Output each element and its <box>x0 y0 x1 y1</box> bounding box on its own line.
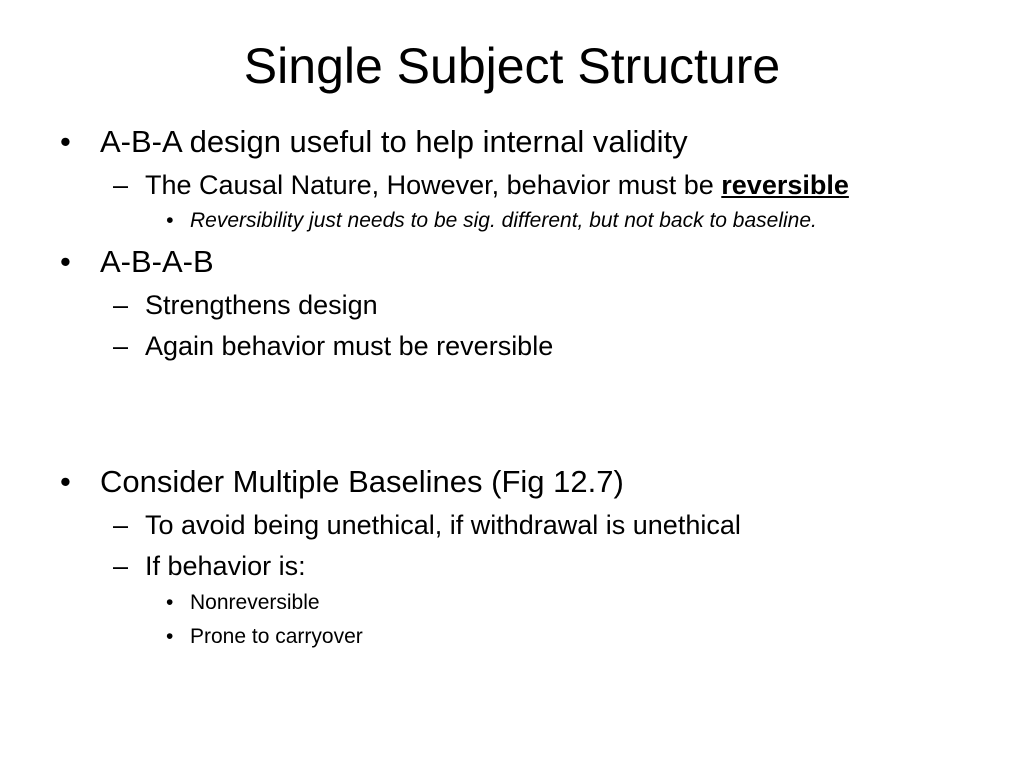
bullet-item-level-1 <box>60 463 624 501</box>
bullet-item-level-2 <box>113 168 849 202</box>
bullet-item-level-3 <box>166 207 817 235</box>
bullet-item-level-2 <box>113 288 378 322</box>
bullet-text: A-B-A design useful to help internal validity <box>100 124 688 159</box>
bullet-item-level-2 <box>113 329 554 363</box>
bullet-marker: • <box>60 464 71 499</box>
bullet-text: Consider Multiple Baselines (Fig 12.7) <box>100 464 624 499</box>
dash-marker: – <box>113 331 129 361</box>
bullet-text: To avoid being unethical, if withdrawal is unethical <box>145 510 741 540</box>
bullet-text: The Causal Nature, However, behavior must be <box>145 170 722 200</box>
bullet-text: Again behavior must be reversible <box>145 331 554 361</box>
bullet-item-level-3 <box>166 589 320 617</box>
emphasis-word: reversible <box>721 170 849 200</box>
bullet-marker: • <box>60 124 71 159</box>
bullet-text: Reversibility just needs to be sig. different, but not back to baseline. <box>190 209 817 232</box>
bullet-item-level-1 <box>60 123 688 161</box>
bullet-text: Strengthens design <box>145 290 378 320</box>
dash-marker: – <box>113 510 129 540</box>
bullet-item-level-2 <box>113 549 306 583</box>
bullet-item-level-2 <box>113 508 741 542</box>
bullet-item-level-3 <box>166 623 363 651</box>
bullet-marker: • <box>166 591 174 614</box>
dash-marker: – <box>113 290 129 320</box>
slide-title: Single Subject Structure <box>243 38 781 94</box>
bullet-text: If behavior is: <box>145 551 306 581</box>
dash-marker: – <box>113 170 129 200</box>
bullet-marker: • <box>60 244 71 279</box>
dash-marker: – <box>113 551 129 581</box>
bullet-marker: • <box>166 625 174 648</box>
bullet-text: Prone to carryover <box>190 625 363 648</box>
bullet-item-level-1 <box>60 243 214 281</box>
bullet-text: Nonreversible <box>190 591 320 614</box>
bullet-marker: • <box>166 209 174 232</box>
bullet-text: A-B-A-B <box>100 244 214 279</box>
